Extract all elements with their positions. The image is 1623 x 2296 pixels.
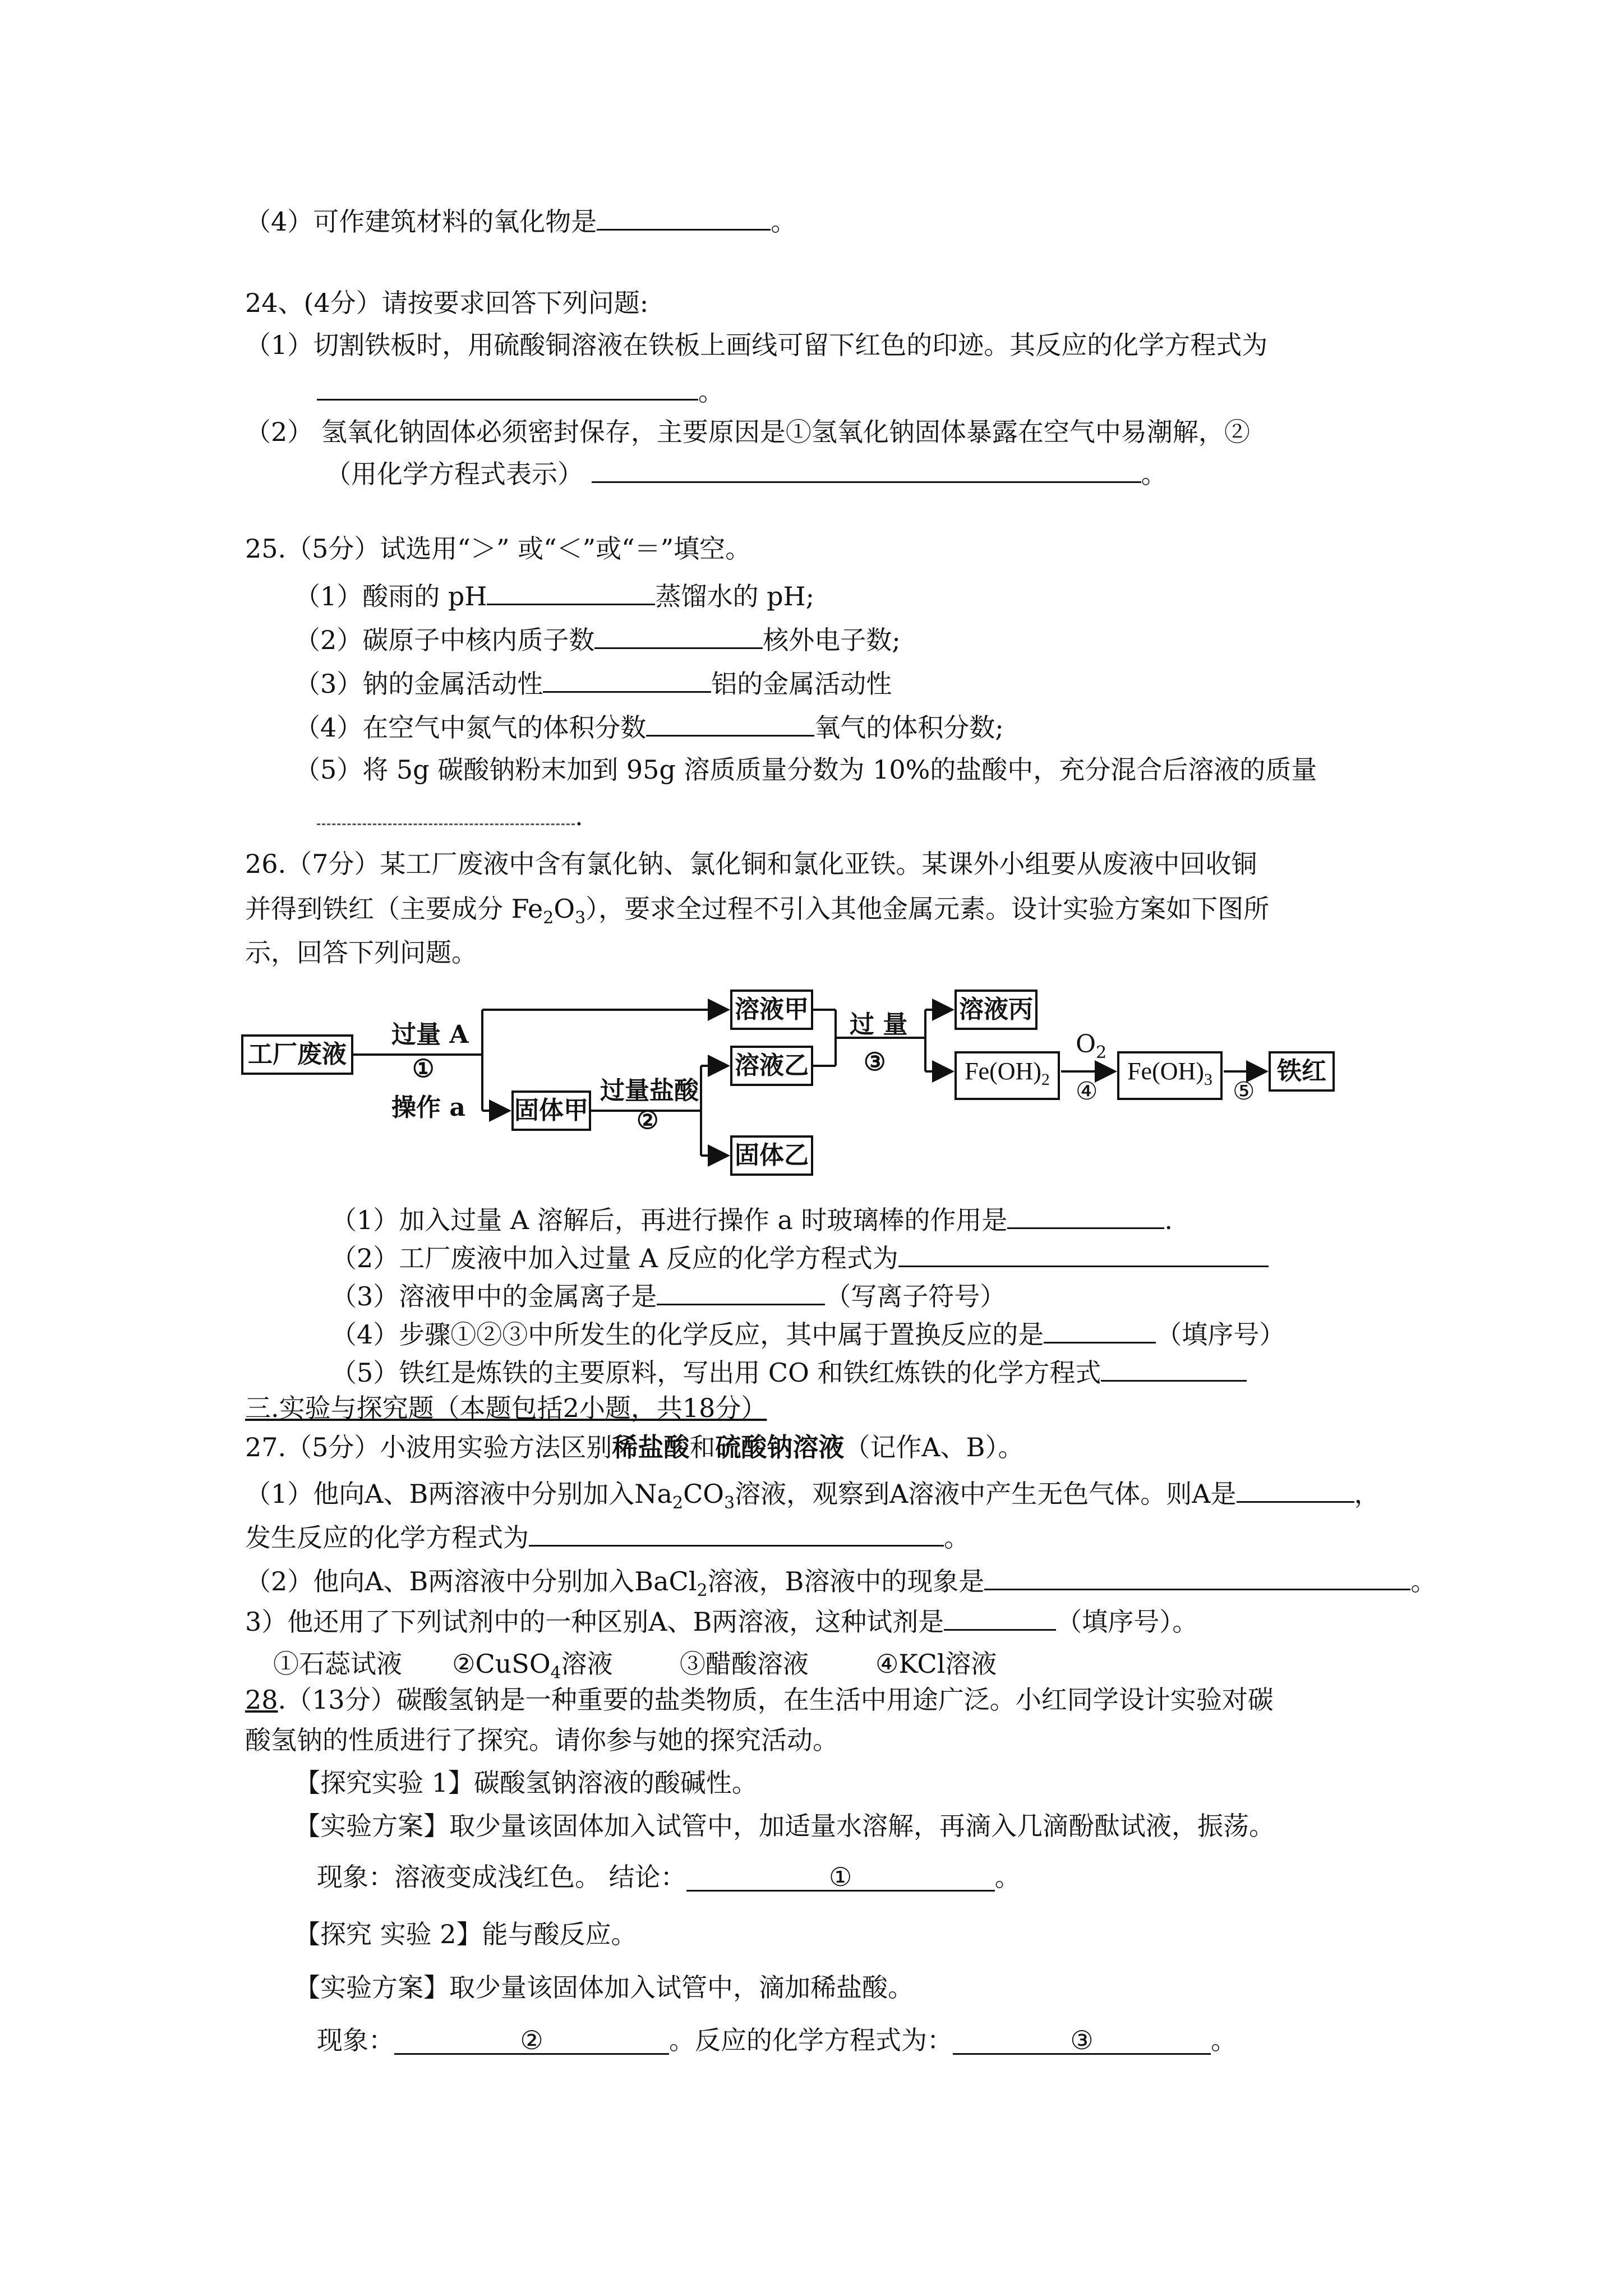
process-flow-diagram — [241, 976, 1335, 1212]
q26-sub2: （2）工厂废液中加入过量 A 反应的化学方程式为 — [331, 1240, 1269, 1275]
option-2[interactable]: ②CuSO$_4$溶液 — [452, 1649, 613, 1683]
q27-item3: 3）他还用了下列试剂中的一种区别A、B两溶液，这种试剂是 （填序号）。 — [245, 1603, 1198, 1639]
answer-blank[interactable] — [1007, 1202, 1164, 1229]
label-excess-hcl: 过量盐酸 — [600, 1076, 699, 1105]
q26-line3: 示，回答下列问题。 — [245, 937, 477, 968]
answer-blank-3[interactable]: ③ — [953, 2027, 1211, 2055]
q25-item4: （4）在空气中氮气的体积分数 氧气的体积分数; — [294, 709, 1004, 744]
q27-item2: （2）他向A、B两溶液中分别加入BaCl$_2$溶液，B溶液中的现象是 。 — [245, 1563, 1436, 1608]
label-step5: ⑤ — [1233, 1077, 1255, 1106]
answer-blank-1[interactable]: ① — [686, 1864, 995, 1892]
answer-blank[interactable] — [1044, 1316, 1156, 1343]
q24-item2: （2） 氢氧化钠固体必须密封保存，主要原因是①氢氧化钠固体暴露在空气中易潮解，② — [245, 417, 1250, 447]
q24-title: 24、(4分）请按要求回答下列问题: — [245, 288, 649, 318]
answer-blank[interactable] — [1101, 1354, 1247, 1382]
q25-title: 25.（5分）试选用“＞” 或“＜”或“＝”填空。 — [245, 533, 751, 564]
q26-line1: 26.（7分）某工厂废液中含有氯化钠、氯化铜和氯化亚铁。某课外小组要从废液中回收铜 — [245, 849, 1257, 879]
box-feoh3: $Fe(OH)_3$ — [1117, 1051, 1223, 1100]
q28-line1: 28.（13分）碳酸氢钠是一种重要的盐类物质，在生活中用途广泛。小红同学设计实验对碳 — [245, 1685, 1274, 1715]
answer-blank[interactable] — [898, 1240, 1269, 1267]
box-waste-liquid: 工厂废液 — [241, 1034, 353, 1075]
q28-line2: 酸氢钠的性质进行了探究。请你参与她的探究活动。 — [245, 1725, 838, 1755]
q26-line2: 并得到铁红（主要成分 $Fe_2O_3$），要求全过程不引入其他金属元素。设计实验方案如下图所 — [245, 894, 1270, 928]
q24-item2-answer: （用化学方程式表示） 。 — [325, 455, 1167, 491]
option-3[interactable]: ③醋酸溶液 — [679, 1649, 809, 1679]
q28-plan2: 【实验方案】取少量该固体加入试管中，滴加稀盐酸。 — [294, 1972, 914, 2003]
q26-sub1: （1）加入过量 A 溶解后，再进行操作 a 时玻璃棒的作用是 . — [331, 1202, 1173, 1237]
q28-obs2: 现象： ② 。反应的化学方程式为： ③ 。 — [317, 2025, 1237, 2055]
q23-item4: （4）可作建筑材料的氧化物是 。 — [245, 203, 796, 238]
box-solution-bing: 溶液丙 — [955, 990, 1038, 1030]
q28-obs1: 现象：溶液变成浅红色。 结论： ① 。 — [317, 1862, 1021, 1892]
option-1[interactable]: ①石蕊试液 — [273, 1649, 402, 1679]
q26-sub4: （4）步骤①②③中所发生的化学反应，其中属于置换反应的是 （填序号） — [331, 1316, 1285, 1351]
q28-exp2: 【探究 实验 2】能与酸反应。 — [294, 1919, 637, 1949]
answer-blank[interactable] — [317, 373, 698, 401]
box-solution-jia: 溶液甲 — [730, 990, 813, 1030]
answer-blank[interactable] — [594, 622, 763, 649]
q25-item5-answer: . — [317, 798, 583, 833]
label-excess-a: 过量 A — [391, 1020, 469, 1049]
q25-item5: （5）将 5g 碳酸钠粉末加到 95g 溶质质量分数为 10%的盐酸中，充分混合后溶液的质量 — [294, 754, 1317, 785]
q27-item1-equation: 发生反应的化学方程式为 。 — [245, 1519, 970, 1554]
q27-title: 27.（5分）小波用实验方法区别稀盐酸和硫酸钠溶液（记作A、B）。 — [245, 1432, 1024, 1462]
label-step2: ② — [637, 1106, 659, 1135]
label-step4: ④ — [1076, 1077, 1098, 1106]
answer-blank-2[interactable]: ② — [394, 2027, 669, 2055]
label-o2: $O_2$ — [1076, 1030, 1107, 1062]
option-4[interactable]: ④KCl溶液 — [875, 1649, 997, 1679]
answer-blank[interactable] — [1237, 1475, 1354, 1503]
label-excess: 过 量 — [850, 1010, 908, 1039]
answer-blank[interactable] — [529, 1519, 944, 1547]
label-operation-a: 操作 a — [391, 1093, 465, 1122]
answer-blank[interactable] — [646, 709, 814, 737]
section-3-heading: 三.实验与探究题（本题包括2小题，共18分） — [245, 1393, 767, 1423]
box-iron-red: 铁红 — [1269, 1051, 1335, 1092]
answer-blank[interactable] — [657, 1278, 825, 1305]
answer-blank[interactable] — [944, 1603, 1056, 1631]
box-solid-jia: 固体甲 — [511, 1091, 591, 1131]
answer-blank[interactable] — [487, 578, 655, 605]
box-solution-yi: 溶液乙 — [730, 1046, 813, 1086]
q27-item1: （1）他向A、B两溶液中分别加入$Na_2CO_3$溶液，观察到A溶液中产生无色气体。则A是 ， — [245, 1475, 1380, 1520]
answer-blank[interactable] — [597, 203, 771, 231]
answer-blank[interactable] — [984, 1563, 1410, 1590]
q25-item2: （2）碳原子中核内质子数 核外电子数; — [294, 622, 901, 657]
answer-blank[interactable] — [543, 665, 711, 693]
box-feoh2: $Fe(OH)_2$ — [955, 1051, 1060, 1100]
q26-sub5: （5）铁红是炼铁的主要原料，写出用 CO 和铁红炼铁的化学方程式 — [331, 1354, 1247, 1389]
q28-plan1: 【实验方案】取少量该固体加入试管中，加适量水溶解，再滴入几滴酚酞试液，振荡。 — [294, 1811, 1275, 1841]
q28-exp1: 【探究实验 1】碳酸氢钠溶液的酸碱性。 — [294, 1768, 758, 1798]
q24-item1: （1）切割铁板时，用硫酸铜溶液在铁板上画线可留下红色的印迹。其反应的化学方程式为 — [245, 330, 1268, 360]
q26-sub3: （3）溶液甲中的金属离子是 （写离子符号） — [331, 1278, 1006, 1313]
answer-blank[interactable] — [317, 798, 575, 825]
q24-item1-answer: 。 — [317, 373, 724, 408]
q25-item1: （1）酸雨的 pH 蒸馏水的 pH; — [294, 578, 814, 613]
box-solid-yi: 固体乙 — [730, 1135, 813, 1176]
label-step1: ① — [412, 1055, 435, 1083]
q25-item3: （3）钠的金属活动性 铝的金属活动性 — [294, 665, 892, 701]
label-step3: ③ — [864, 1048, 886, 1076]
answer-blank[interactable] — [592, 455, 1141, 483]
